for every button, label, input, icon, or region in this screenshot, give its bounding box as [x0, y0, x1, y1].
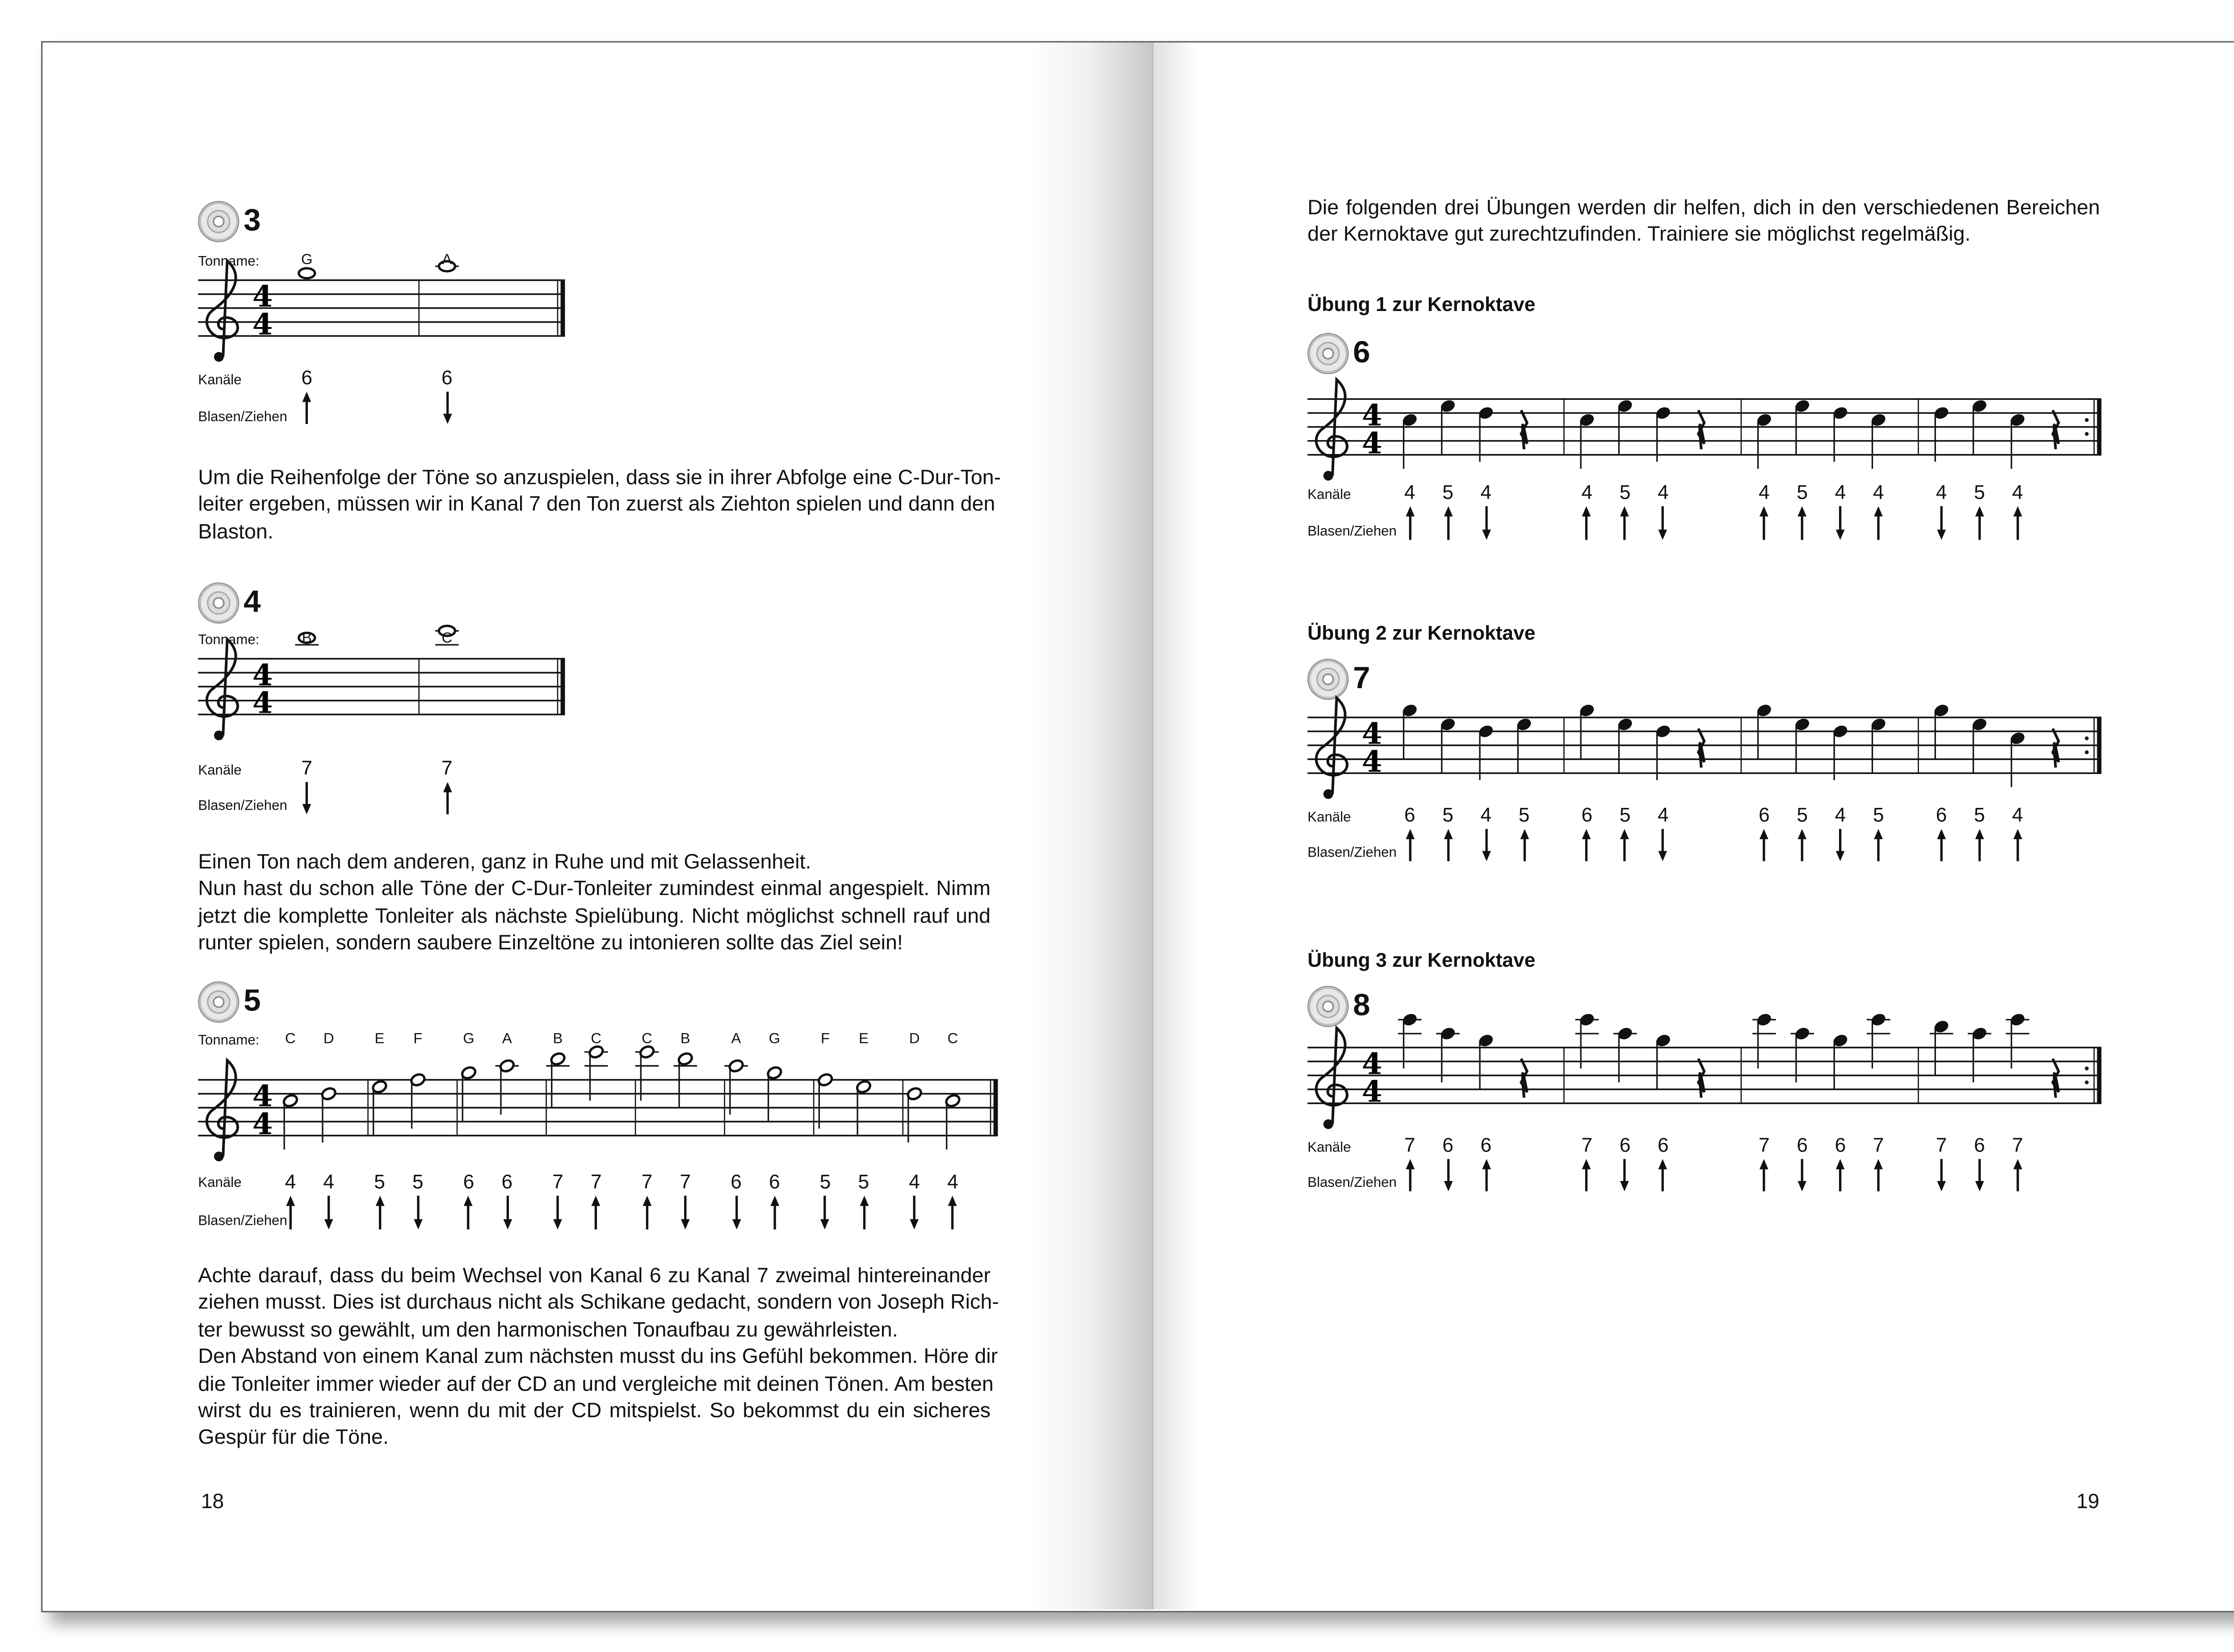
arrow-up-icon	[1403, 829, 1417, 864]
channel-number: 6	[1936, 804, 1947, 826]
treble-clef-dot	[214, 731, 224, 740]
channel-number: 7	[301, 757, 313, 779]
barline-thick	[994, 1080, 998, 1136]
time-sig-top: 4	[252, 1079, 273, 1114]
arrow-head	[1760, 506, 1769, 517]
arrow-head	[1621, 1181, 1629, 1191]
treble-clef-dot	[1323, 789, 1333, 799]
arrow-down-icon	[907, 1196, 922, 1232]
heading-exercise-1: Übung 1 zur Kernoktave	[1307, 293, 1536, 315]
arrow-down-icon	[1478, 829, 1493, 864]
channel-number: 7	[2012, 1134, 2023, 1156]
note-head	[299, 268, 315, 278]
tonname-label: Tonname:	[198, 1033, 260, 1049]
quarter-rest	[1698, 728, 1704, 767]
channel-number: 5	[1442, 804, 1453, 826]
arrow-up-icon	[1972, 829, 1987, 864]
arrow-down-icon	[1972, 1159, 1987, 1194]
text-line: ziehen musst. Dies ist durchaus nicht als Schikane gedacht, sondern von Joseph Rich-	[198, 1291, 999, 1316]
channel-number: 7	[590, 1171, 602, 1193]
arrow-up-icon	[1934, 829, 1949, 864]
channel-number: 4	[1658, 481, 1669, 504]
treble-clef-dot	[1323, 1119, 1333, 1129]
tone-name: E	[858, 1031, 869, 1048]
time-sig-top: 4	[1361, 716, 1382, 751]
channel-number: 4	[1581, 481, 1593, 504]
tonname-label: Tonname:	[198, 632, 260, 649]
time-sig-top: 4	[1361, 398, 1382, 433]
arrow-head	[1583, 829, 1592, 839]
arrow-head	[1798, 1181, 1807, 1191]
arrow-head	[1836, 530, 1845, 540]
tone-name: D	[323, 1031, 334, 1048]
channel-number: 5	[1518, 804, 1530, 826]
arrow-head	[302, 392, 311, 402]
treble-clef-dot	[214, 1152, 224, 1161]
arrow-head	[681, 1219, 690, 1229]
channel-number: 4	[2012, 804, 2023, 826]
arrow-down-icon	[550, 1196, 565, 1232]
arrow-head	[443, 782, 452, 792]
quarter-rest	[1698, 1059, 1704, 1097]
tone-name: F	[413, 1031, 423, 1048]
repeat-dot	[2085, 750, 2089, 754]
channel-number: 7	[552, 1171, 563, 1193]
paragraph-channel-change	[198, 1263, 999, 1452]
arrow-head	[1874, 1159, 1883, 1169]
arrow-head	[1659, 1159, 1668, 1169]
arrow-head	[503, 1219, 512, 1229]
repeat-dot	[2085, 736, 2089, 740]
arrow-down-icon	[1656, 506, 1671, 543]
arrow-up-icon	[1795, 829, 1810, 864]
arrow-up-icon	[2010, 506, 2025, 543]
tone-name: C	[285, 1031, 296, 1048]
arrow-up-icon	[1579, 1159, 1594, 1194]
kanaele-label: Kanäle	[1307, 487, 1351, 504]
arrow-up-icon	[1757, 506, 1772, 543]
arrow-head	[286, 1196, 295, 1206]
blasen-ziehen-label: Blasen/Ziehen	[198, 798, 287, 815]
arrow-up-icon	[2010, 829, 2025, 864]
channel-number: 6	[1974, 1134, 1985, 1156]
arrow-up-icon	[372, 1196, 387, 1232]
arrow-head	[1874, 506, 1883, 517]
arrow-up-icon	[1795, 506, 1810, 543]
channel-number: 5	[819, 1171, 831, 1193]
arrow-head	[949, 1196, 957, 1206]
blasen-ziehen-label: Blasen/Ziehen	[1307, 1175, 1397, 1192]
channel-number: 7	[441, 757, 453, 779]
text-line: Nun hast du schon alle Töne der C-Dur-Tonleiter zumindest einmal angespielt. Nimm	[198, 878, 991, 902]
arrow-head	[1659, 530, 1668, 540]
text-line: der Kernoktave gut zurechtzufinden. Trainiere sie möglichst regelmäßig.	[1307, 223, 1971, 247]
channel-number: 7	[1759, 1134, 1770, 1156]
channel-number: 4	[1759, 481, 1770, 504]
channel-number: 4	[2012, 481, 2023, 504]
arrow-head	[302, 804, 311, 814]
channel-number: 6	[1835, 1134, 1846, 1156]
quarter-rest	[2053, 728, 2058, 767]
staff	[1307, 989, 2107, 1150]
arrow-down-icon	[1795, 1159, 1810, 1194]
arrow-down-icon	[411, 1196, 425, 1232]
treble-clef-dot	[214, 352, 224, 362]
quarter-rest	[2053, 1059, 2058, 1097]
barline-thick	[2097, 1047, 2101, 1103]
track-number: 7	[1353, 661, 1370, 696]
channel-number: 6	[501, 1171, 513, 1193]
heading-exercise-3: Übung 3 zur Kernoktave	[1307, 949, 1536, 971]
tone-name: B	[302, 631, 312, 647]
tone-name: B	[553, 1031, 563, 1048]
text-line: Den Abstand von einem Kanal zum nächsten musst du ins Gefühl bekommen. Höre dir	[198, 1345, 998, 1370]
text-line: die Tonleiter immer wieder auf der CD an und vergleiche mit deinen Tönen. Am besten	[198, 1372, 994, 1396]
arrow-head	[1975, 1181, 1984, 1191]
arrow-up-icon	[299, 392, 314, 427]
arrow-head	[1798, 506, 1807, 517]
channel-number: 4	[1835, 481, 1846, 504]
arrow-up-icon	[283, 1196, 298, 1232]
channel-number: 5	[374, 1171, 385, 1193]
arrow-down-icon	[1833, 506, 1848, 543]
arrow-head	[2013, 829, 2022, 839]
arrow-head	[2013, 506, 2022, 517]
arrow-down-icon	[1833, 829, 1848, 864]
tone-name: C	[591, 1031, 602, 1048]
arrow-head	[1975, 829, 1984, 839]
arrow-head	[1975, 506, 1984, 517]
text-line: leiter ergeben, müssen wir in Kanal 7 den Ton zuerst als Ziehton spielen und dann den	[198, 493, 995, 517]
staff	[1307, 659, 2107, 820]
gutter-shadow-right	[1152, 42, 1197, 1610]
arrow-up-icon	[1871, 829, 1886, 864]
channel-number: 4	[1873, 481, 1884, 504]
staff	[1307, 340, 2107, 502]
quarter-rest	[1521, 1059, 1527, 1097]
arrow-head	[1659, 851, 1668, 861]
blasen-ziehen-label: Blasen/Ziehen	[1307, 845, 1397, 862]
barline-thick	[561, 659, 565, 715]
arrow-head	[1621, 506, 1629, 517]
time-sig-bottom: 4	[252, 307, 273, 342]
channel-number: 5	[1619, 481, 1631, 504]
barline-thick	[2097, 399, 2101, 455]
kanaele-label: Kanäle	[198, 372, 242, 389]
arrow-up-icon	[1618, 506, 1633, 543]
repeat-dot	[2085, 1080, 2089, 1085]
channel-number: 4	[947, 1171, 958, 1193]
arrow-down-icon	[440, 392, 454, 427]
tone-name: A	[442, 252, 452, 269]
arrow-head	[375, 1196, 384, 1206]
arrow-up-icon	[440, 782, 454, 817]
gutter-shadow-left	[1027, 42, 1152, 1610]
arrow-head	[1444, 506, 1453, 517]
channel-number: 5	[1873, 804, 1884, 826]
quarter-rest	[1698, 410, 1704, 449]
arrow-head	[1444, 829, 1453, 839]
tone-name: F	[821, 1031, 830, 1048]
text-line: runter spielen, sondern saubere Einzeltöne zu intonieren sollte das Ziel sein!	[198, 932, 903, 956]
channel-number: 5	[1797, 804, 1808, 826]
channel-number: 4	[285, 1171, 296, 1193]
arrow-up-icon	[1757, 1159, 1772, 1194]
arrow-head	[1937, 829, 1946, 839]
channel-number: 6	[1404, 804, 1415, 826]
tone-name: D	[909, 1031, 920, 1048]
text-line: Einen Ton nach dem anderen, ganz in Ruhe und mit Gelassenheit.	[198, 851, 811, 874]
tone-name: A	[502, 1031, 512, 1048]
time-sig-bottom: 4	[1361, 744, 1382, 779]
staff	[198, 600, 571, 761]
channel-number: 7	[1873, 1134, 1884, 1156]
arrow-up-icon	[589, 1196, 604, 1232]
channel-number: 6	[1658, 1134, 1669, 1156]
barline-thick	[561, 280, 565, 336]
channel-number: 4	[909, 1171, 920, 1193]
arrow-head	[1520, 829, 1529, 839]
channel-number: 5	[1797, 481, 1808, 504]
arrow-up-icon	[1579, 506, 1594, 543]
channel-number: 4	[1835, 804, 1846, 826]
kanaele-label: Kanäle	[1307, 810, 1351, 826]
tonname-label: Tonname:	[198, 254, 260, 270]
arrow-up-icon	[945, 1196, 960, 1232]
channel-number: 6	[463, 1171, 475, 1193]
text-line: wirst du es trainieren, wenn du mit der CD mitspielst. So bekommst du ein sicheres	[198, 1400, 991, 1423]
arrow-up-icon	[1757, 829, 1772, 864]
arrow-up-icon	[640, 1196, 655, 1232]
repeat-dot	[2085, 418, 2089, 422]
arrow-up-icon	[767, 1196, 782, 1232]
arrow-head	[1482, 851, 1491, 861]
kanaele-label: Kanäle	[198, 763, 242, 779]
channel-number: 6	[301, 366, 313, 389]
arrow-up-icon	[1871, 506, 1886, 543]
arrow-head	[464, 1196, 473, 1206]
arrow-down-icon	[1478, 506, 1493, 543]
arrow-head	[554, 1219, 563, 1229]
channel-number: 7	[1404, 1134, 1415, 1156]
arrow-head	[910, 1219, 919, 1229]
arrow-down-icon	[1934, 1159, 1949, 1194]
tone-name: C	[642, 1031, 652, 1048]
time-sig-top: 4	[252, 658, 273, 693]
text-line: Die folgenden drei Übungen werden dir helfen, dich in den verschiedenen Bereichen	[1307, 196, 2100, 220]
arrow-up-icon	[1440, 829, 1455, 864]
channel-number: 6	[1581, 804, 1593, 826]
treble-clef-dot	[1323, 471, 1333, 481]
channel-number: 6	[731, 1171, 742, 1193]
arrow-head	[821, 1219, 830, 1229]
arrow-down-icon	[500, 1196, 514, 1232]
arrow-up-icon	[1478, 1159, 1493, 1194]
channel-number: 4	[1480, 804, 1492, 826]
staff	[198, 222, 571, 383]
arrow-up-icon	[1972, 506, 1987, 543]
arrow-head	[1836, 1159, 1845, 1169]
time-sig-bottom: 4	[1361, 1074, 1382, 1109]
arrow-down-icon	[1440, 1159, 1455, 1194]
arrow-down-icon	[321, 1196, 336, 1232]
channel-number: 4	[1480, 481, 1492, 504]
arrow-head	[1405, 1159, 1414, 1169]
channel-number: 5	[1619, 804, 1631, 826]
arrow-up-icon	[1517, 829, 1532, 864]
arrow-head	[1444, 1181, 1453, 1191]
arrow-head	[1583, 506, 1592, 517]
quarter-rest	[2053, 410, 2058, 449]
arrow-down-icon	[678, 1196, 693, 1232]
paragraph-intro	[1307, 195, 2100, 249]
text-line: jetzt die komplette Tonleiter als nächste Spielübung. Nicht möglichst schnell rauf und	[198, 905, 991, 929]
channel-number: 6	[1442, 1134, 1453, 1156]
cd-icon	[198, 982, 239, 1023]
tone-name: A	[731, 1031, 741, 1048]
track-number: 6	[1353, 336, 1370, 370]
channel-number: 6	[1619, 1134, 1631, 1156]
arrow-head	[1405, 506, 1414, 517]
page-number-right: 19	[2076, 1489, 2100, 1513]
text-line: Um die Reihenfolge der Töne so anzuspielen, dass sie in ihrer Abfolge eine C-Dur-Ton-	[198, 467, 1001, 490]
arrow-down-icon	[299, 782, 314, 817]
arrow-head	[1937, 1181, 1946, 1191]
time-sig-top: 4	[252, 279, 273, 314]
channel-number: 5	[858, 1171, 869, 1193]
tone-name: G	[301, 252, 313, 269]
tone-name: B	[680, 1031, 690, 1048]
repeat-dot	[2085, 432, 2089, 436]
arrow-head	[324, 1219, 333, 1229]
arrow-head	[732, 1219, 741, 1229]
track-number: 8	[1353, 988, 1370, 1023]
arrow-up-icon	[1403, 1159, 1417, 1194]
tone-name: C	[947, 1031, 958, 1048]
paragraph-full-scale	[198, 849, 991, 958]
arrow-head	[1874, 829, 1883, 839]
arrow-head	[770, 1196, 779, 1206]
arrow-down-icon	[1618, 1159, 1633, 1194]
arrow-down-icon	[1656, 829, 1671, 864]
arrow-head	[1937, 530, 1946, 540]
arrow-up-icon	[1618, 829, 1633, 864]
arrow-down-icon	[1934, 506, 1949, 543]
blasen-ziehen-label: Blasen/Ziehen	[198, 409, 287, 426]
channel-number: 7	[1581, 1134, 1593, 1156]
kanaele-label: Kanäle	[198, 1175, 242, 1192]
arrow-head	[1482, 530, 1491, 540]
arrow-head	[1798, 829, 1807, 839]
text-line: Achte darauf, dass du beim Wechsel von Kanal 6 zu Kanal 7 zweimal hintereinander	[198, 1265, 991, 1288]
channel-number: 5	[1974, 804, 1985, 826]
text-line: Gespür für die Töne.	[198, 1426, 389, 1450]
channel-number: 5	[1974, 481, 1985, 504]
tone-name: E	[374, 1031, 385, 1048]
channel-number: 6	[1797, 1134, 1808, 1156]
kanaele-label: Kanäle	[1307, 1140, 1351, 1156]
arrow-down-icon	[729, 1196, 743, 1232]
arrow-up-icon	[1403, 506, 1417, 543]
channel-number: 4	[1936, 481, 1947, 504]
arrow-head	[1583, 1159, 1592, 1169]
arrow-head	[2013, 1159, 2022, 1169]
arrow-head	[1482, 1159, 1491, 1169]
channel-number: 4	[1404, 481, 1415, 504]
channel-number: 7	[680, 1171, 691, 1193]
channel-number: 5	[412, 1171, 424, 1193]
barline-thick	[2097, 718, 2101, 773]
tone-name: G	[768, 1031, 781, 1048]
channel-number: 6	[769, 1171, 780, 1193]
channel-number: 6	[441, 366, 453, 389]
blasen-ziehen-label: Blasen/Ziehen	[198, 1213, 287, 1230]
channel-number: 4	[323, 1171, 335, 1193]
channel-number: 7	[1936, 1134, 1947, 1156]
track-number: 3	[244, 204, 261, 238]
quarter-rest	[1521, 410, 1527, 449]
arrow-up-icon	[1833, 1159, 1848, 1194]
arrow-head	[1836, 851, 1845, 861]
arrow-down-icon	[818, 1196, 833, 1232]
text-line: Blaston.	[198, 520, 273, 544]
time-sig-bottom: 4	[252, 1107, 273, 1141]
channel-number: 4	[1658, 804, 1669, 826]
arrow-up-icon	[1579, 829, 1594, 864]
tone-name: C	[441, 631, 453, 647]
arrow-head	[592, 1196, 600, 1206]
text-line: ter bewusst so gewählt, um den harmonischen Tonaufbau zu gewährleisten.	[198, 1319, 898, 1342]
arrow-head	[443, 414, 452, 424]
paragraph-scale-order	[198, 465, 1001, 546]
time-sig-bottom: 4	[1361, 426, 1382, 461]
time-sig-bottom: 4	[252, 685, 273, 720]
arrow-head	[1621, 829, 1629, 839]
arrow-up-icon	[1440, 506, 1455, 543]
arrow-head	[413, 1219, 422, 1229]
blasen-ziehen-label: Blasen/Ziehen	[1307, 524, 1397, 540]
arrow-head	[859, 1196, 868, 1206]
arrow-up-icon	[2010, 1159, 2025, 1194]
arrow-head	[1760, 1159, 1769, 1169]
channel-number: 6	[1759, 804, 1770, 826]
track-number: 5	[244, 984, 261, 1018]
time-sig-top: 4	[1361, 1047, 1382, 1081]
repeat-dot	[2085, 1067, 2089, 1071]
arrow-up-icon	[1871, 1159, 1886, 1194]
track-number: 4	[244, 585, 261, 619]
arrow-up-icon	[1656, 1159, 1671, 1194]
channel-number: 5	[1442, 481, 1453, 504]
arrow-up-icon	[856, 1196, 871, 1232]
arrow-head	[1405, 829, 1414, 839]
arrow-head	[642, 1196, 651, 1206]
arrow-head	[1760, 829, 1769, 839]
channel-number: 6	[1480, 1134, 1492, 1156]
channel-number: 7	[641, 1171, 653, 1193]
arrow-up-icon	[462, 1196, 476, 1232]
heading-exercise-2: Übung 2 zur Kernoktave	[1307, 622, 1536, 644]
tone-name: G	[463, 1031, 475, 1048]
page-number-left: 18	[201, 1489, 224, 1513]
